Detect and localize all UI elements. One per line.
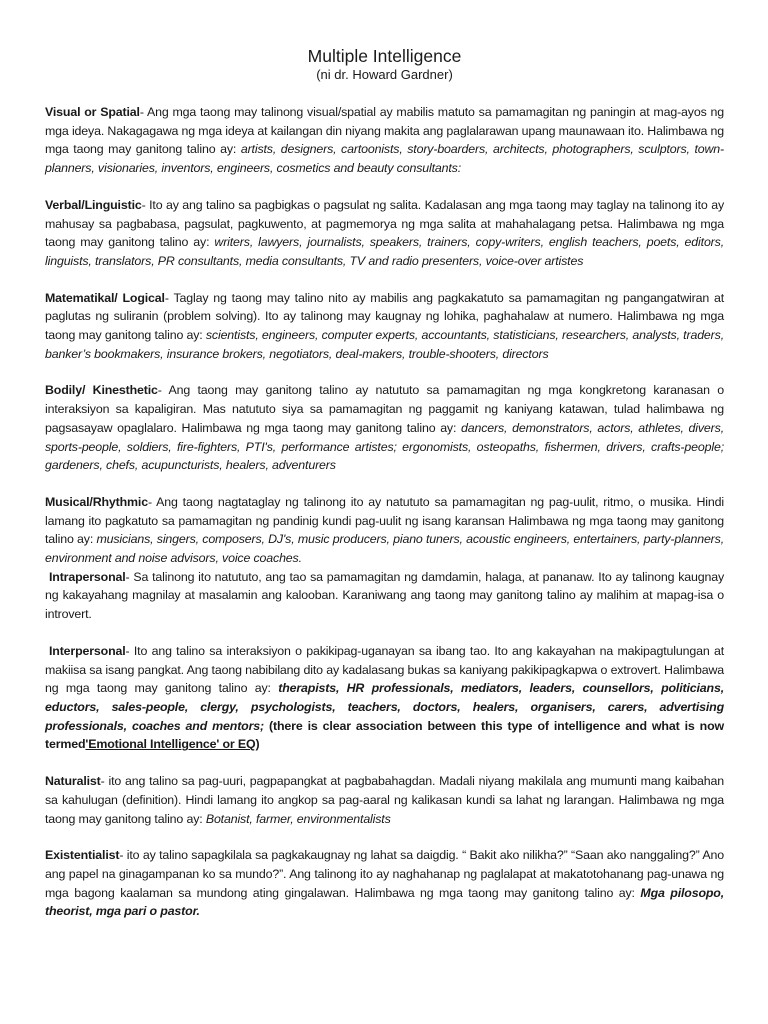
section-examples: therapists, HR professionals, mediators, leaders, counsellors, politicians, eductors, sales-people, clergy, psychologists, teachers, doctors, healers, organisers, carers, advertising professionals, coaches and mentors;	[45, 681, 724, 733]
section-bodily-kinesthetic	[45, 381, 724, 475]
section-body: - Ang mga taong may talinong visual/spatial ay mabilis matuto sa pamamagitan ng paningin at mag-ayos ng mga ideya. Nakagagawa ng mga ideya at kailangan din niyang makita ang paglalarawan upang maunawaan ito. Halimbawa ng mga taong may ganitong talino ay:	[45, 105, 724, 157]
section-heading: Interpersonal	[49, 643, 126, 658]
section-body: - Ang taong nagtataglay ng talinong ito ay natututo sa pamamagitan ng pag-uulit, ritmo, o musika. Hindi lamang ito pagkatuto sa pamamagitan ng pandinig kundi pag-uulit ng isang karansan Halimbawa ng mga taong may ganitong talino ay:	[45, 494, 724, 547]
section-heading: Existentialist	[45, 848, 120, 863]
section-examples: Mga pilosopo, theorist, mga pari o pastor.	[45, 885, 725, 919]
section-naturalist	[45, 772, 724, 828]
section-examples: artists, designers, cartoonists, story-boarders, architects, photographers, sculptors, town-planners, visionaries, inventors, engineers, cosmetics and beauty consultants:	[45, 142, 724, 176]
section-examples: scientists, engineers, computer experts, accountants, statisticians, researchers, analysts, traders, banker’s bookmakers, insurance brokers, negotiators, deal-makers, trouble-shooters, directors	[45, 328, 724, 361]
section-verbal-linguistic	[45, 196, 724, 271]
section-matematikal-logical	[45, 289, 724, 364]
section-heading: Naturalist	[45, 774, 101, 789]
section-body: - Ito ay ang talino sa pagbigkas o pagsulat ng salita. Kadalasan ang mga taong may taglay na talinong ito ay mahusay sa pagbabasa, pagsulat, pagkuwento, at pagmemorya ng mga salita at mahahalagang petsa. Halimbawa ng mga taong may ganitong talino ay:	[45, 197, 724, 250]
section-heading: Bodily/ Kinesthetic	[45, 383, 158, 398]
section-body: - Sa talinong ito natututo, ang tao sa pamamagitan ng damdamin, halaga, at pananaw. Ito ay talinong kaugnay ng kakayahang magnilay at masalamin ang kalooban. Karaniwang ang taong may ganitong talino ay malihim at mapag-isa o introvert.	[45, 569, 724, 622]
section-heading: Visual or Spatial	[45, 105, 140, 119]
section-examples: musicians, singers, composers, DJ's, music producers, piano tuners, acoustic engineers, entertainers, party-planners, environment and noise advisors, voice coaches.	[45, 532, 724, 566]
document-subtitle: (ni dr. Howard Gardner)	[316, 67, 453, 82]
eq-term: 'Emotional Intelligence' or EQ	[85, 737, 256, 752]
section-examples: Botanist, farmer, environmentalists	[205, 811, 391, 826]
section-heading: Intrapersonal	[49, 569, 126, 584]
document-title: Multiple Intelligence	[307, 46, 462, 66]
section-interpersonal	[45, 642, 724, 754]
section-examples: dancers, demonstrators, actors, athletes, divers, sports-people, soldiers, fire-fighters, PTI's, performance artistes; ergonomists, osteopaths, fishermen, drivers, crafts-people; gardeners, chefs, acupuncturists, healers, adventurers	[45, 420, 724, 473]
section-existentialist	[45, 846, 724, 921]
section-heading: Verbal/Linguistic	[45, 197, 142, 212]
section-examples: writers, lawyers, journalists, speakers, trainers, copy-writers, english teachers, poets, editors, linguists, translators, PR consultants, media consultants, TV and radio presenters, voice-over artistes	[45, 235, 724, 268]
section-body: - Ang taong may ganitong talino ay natututo sa pamamagitan ng mga kongkretong karanasan o interaksiyon sa kapaligiran. Mas natututo siya sa pamamagitan ng paggamit ng kaniyang katawan, tulad halimbawa ng pagsasayaw opaglalaro. Halimbawa ng mga taong may ganitong talino ay:	[45, 383, 725, 435]
section-body: - Ito ang talino sa interaksiyon o pakikipag-uganayan sa ibang tao. Ito ang kakayahan na makipagtulungan at makiisa sa isang pangkat. Ang taong nabibilang dito ay kadalasang bukas sa kaniyang pakikipagkapwa o extrovert. Halimbawa ng mga taong may ganitong talino ay:	[45, 643, 724, 696]
section-visual-spatial	[45, 103, 724, 178]
section-heading: Musical/Rhythmic	[45, 494, 148, 509]
section-heading: Matematikal/ Logical	[45, 290, 165, 305]
section-intrapersonal	[45, 568, 724, 624]
eq-note: (there is clear association between this type of intelligence and what is now termed'Emotional Intelligence' or EQ)	[45, 718, 724, 752]
section-body: - Taglay ng taong may talino nito ay mabilis ang pagkakatuto sa pamamagitan ng pangangatwiran at paglutas ng suliranin (problem solving). Ito ay talinong may kaugnay ng lohika, paghahalaw at numero. Halimbawa ng mga taong may ganitong talino ay:	[45, 290, 724, 343]
section-body: - ito ang talino sa pag-uuri, pagpapangkat at pagbabahagdan. Madali niyang makilala ang mumunti mang kaibahan sa kahulugan (definition). Hindi lamang ito angkop sa pag-aaral ng kalikasan kundi sa lahat ng larangan. Halimbawa ng mga taong may ganitong talino ay:	[45, 774, 724, 826]
section-body: - ito ay talino sapagkilala sa pagkakaugnay ng lahat sa daigdig. “ Bakit ako nilikha?” “Saan ako nanggaling?” Ano ang papel na ginagampanan ko sa mundo?”. Ang talinong ito ay naghahanap ng paglalapat at makatotohanang pag-unawa ng mga bagong kaalaman sa mundong ating gingalawan. Halimbawa ng mga taong may ganitong talino ay:	[45, 848, 724, 900]
section-musical-rhythmic	[45, 493, 724, 568]
